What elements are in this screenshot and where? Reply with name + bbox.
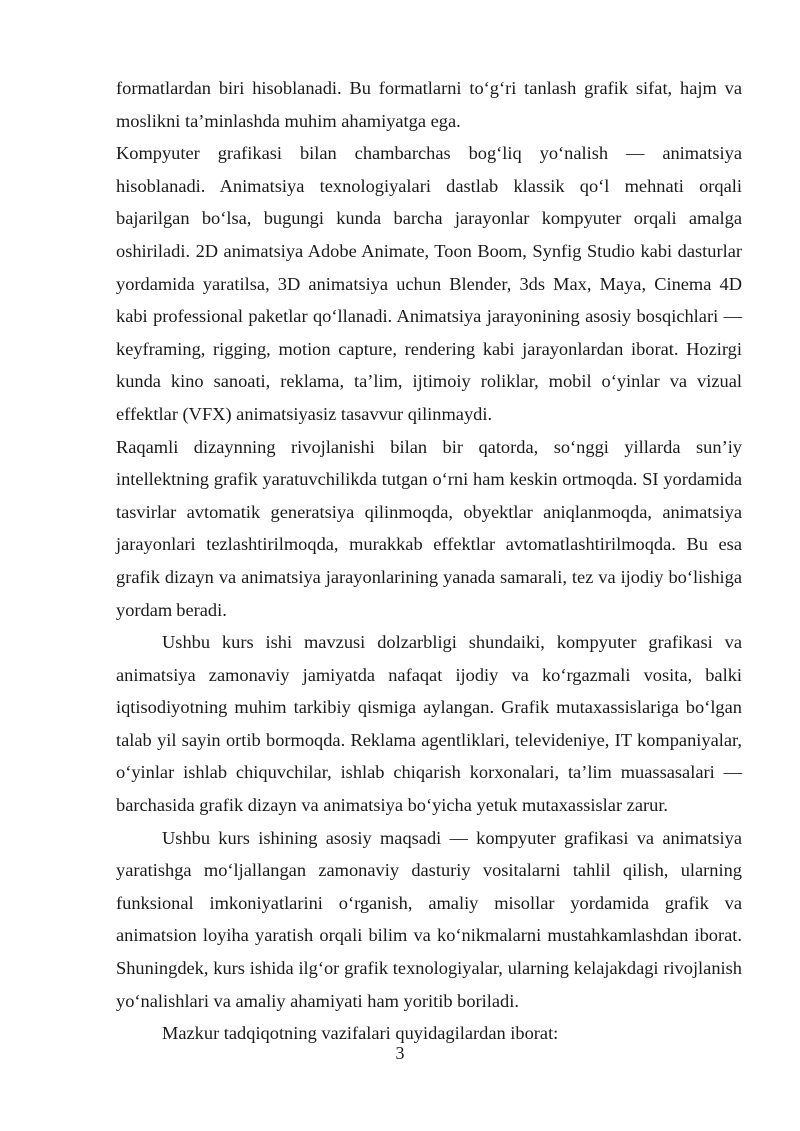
paragraph-goal: Ushbu kurs ishining asosiy maqsadi — kompyuter grafikasi va animatsiya yaratishga mo‘ljallangan zamonaviy dasturiy vositalarni tahlil qilish, ularning funksional imkoniyatlarini o‘rganish, amaliy misollar yordamida grafik va animatsion loyiha yaratish orqali bilim va ko‘nikmalarni mustahkamlashdan iborat. Shuningdek, kurs ishida ilg‘or grafik texnologiyalar, ularning kelajakdagi rivojlanish yo‘nalishlari va amaliy ahamiyati ham yoritib boriladi. (116, 827, 742, 1011)
body-text (116, 72, 742, 1050)
paragraph-tasks-intro: Mazkur tadqiqotning vazifalari quyidagilardan iborat: (162, 1023, 559, 1044)
page-number: 3 (395, 1043, 405, 1063)
paragraph-formats-continuation: formatlardan biri hisoblanadi. Bu formatlarni to‘g‘ri tanlash grafik sifat, hajm va moslikni ta’minlashda muhim ahamiyatga ega. (116, 78, 742, 131)
paragraph-ai-in-graphics: Raqamli dizaynning rivojlanishi bilan bir qatorda, so‘nggi yillarda sun’iy intellektning grafik yaratuvchilikda tutgan o‘rni ham keskin ortmoqda. SI yordamida tasvirlar avtomatik generatsiya qilinmoqda, obyektlar aniqlanmoqda, animatsiya jarayonlari tezlashtirilmoqda, murakkab effektlar avtomatlashtirilmoqda. Bu esa grafik dizayn va animatsiya jarayonlarining yanada samarali, tez va ijodiy bo‘lishiga yordam beradi. (116, 436, 742, 620)
paragraph-animation: Kompyuter grafikasi bilan chambarchas bog‘liq yo‘nalish — animatsiya hisoblanadi. Animatsiya texnologiyalari dastlab klassik qo‘l mehnati orqali bajarilgan bo‘lsa, bugungi kunda barcha jarayonlar kompyuter orqali amalga oshiriladi. 2D animatsiya Adobe Animate, Toon Boom, Synfig Studio kabi dasturlar yordamida yaratilsa, 3D animatsiya uchun Blender, 3ds Max, Maya, Cinema 4D kabi professional paketlar qo‘llanadi. Animatsiya jarayonining asosiy bosqichlari — keyframing, rigging, motion capture, rendering kabi jarayonlardan iborat. Hozirgi kunda kino sanoati, reklama, ta’lim, ijtimoiy roliklar, mobil o‘yinlar va vizual effektlar (VFX) animatsiyasiz tasavvur qilinmaydi. (116, 143, 742, 424)
paragraph-relevance: Ushbu kurs ishi mavzusi dolzarbligi shundaiki, kompyuter grafikasi va animatsiya zamonaviy jamiyatda nafaqat ijodiy va ko‘rgazmali vosita, balki iqtisodiyotning muhim tarkibiy qismiga aylangan. Grafik mutaxassislariga bo‘lgan talab yil sayin ortib bormoqda. Reklama agentliklari, televideniye, IT kompaniyalar, o‘yinlar ishlab chiquvchilar, ishlab chiqarish korxonalari, ta’lim muassasalari — barchasida grafik dizayn va animatsiya bo‘yicha yetuk mutaxassislar zarur. (116, 632, 742, 816)
